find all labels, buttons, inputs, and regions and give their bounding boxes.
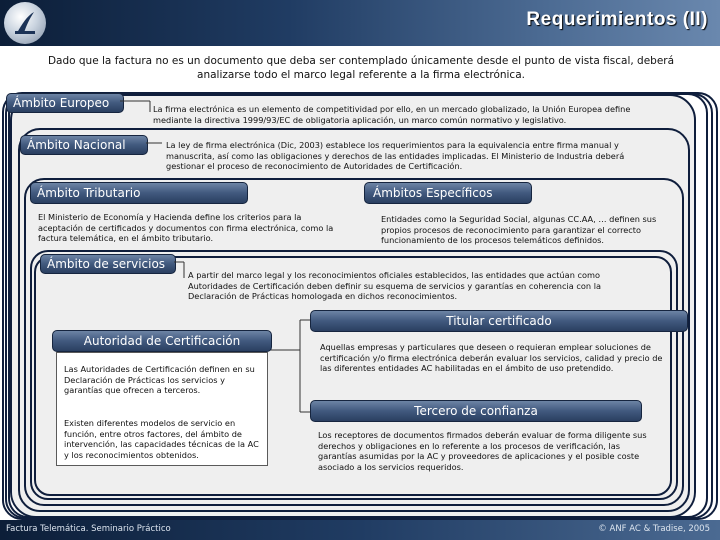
- ambito-europeo-desc: La firma electrónica es un elemento de competitividad por ello, en un mercado globalizado, la Unión Europea define mediante la directiva 1999/93/EC de obligatoria aplicación, un marco común normativo y legislativo.: [153, 104, 631, 125]
- autoridad-certificacion-desc-1: Las Autoridades de Certificación definen en su Declaración de Prácticas los servicios y garantías que ofrecen a terceros.: [64, 364, 255, 395]
- ambito-tributario-desc: El Ministerio de Economía y Hacienda define los criterios para la aceptación de certificados y documentos con firma electrónica, como la factura telemática, en el ámbito tributario.: [38, 212, 334, 243]
- intro-text: Dado que la factura no es un documento que deba ser contemplado únicamente desde el punto de vista fiscal, deberá analizarse todo el marco legal referente a la firma electrónica.: [47, 55, 675, 81]
- ambitos-especificos-text: Ámbitos Específicos: [373, 186, 493, 200]
- ambito-europeo-text: Ámbito Europeo: [13, 96, 110, 110]
- titular-certificado-label: [310, 310, 688, 332]
- page-title: Requerimientos (II): [526, 9, 708, 30]
- footer-bar: [0, 520, 720, 540]
- titular-certificado-text: Titular certificado: [446, 314, 552, 328]
- ambito-nacional-desc: La ley de firma electrónica (Dic, 2003) establece los requerimientos para la equivalencia entre firma manual y manuscrita, así como las obligaciones y derechos de las entidades implicadas. El Ministerio de Industria deberá gestionar el proceso de reconocimiento de Autoridades de Certificación.: [166, 140, 625, 171]
- tercero-confianza-label: [310, 400, 642, 422]
- footer-right-text: © ANF AC & Tradise, 2005: [598, 524, 710, 534]
- tercero-confianza-desc: Los receptores de documentos firmados deberán evaluar de forma diligente sus derechos y obligaciones en lo referente a los procesos de verificación, las garantías asumidas por la AC y proveedores de aplicaciones y el posible coste asociado a los servicios requeridos.: [318, 430, 647, 472]
- autoridad-certificacion-desc-2: Existen diferentes modelos de servicio en función, entre otros factores, del ámbito de intervención, las capacidades técnicas de la AC y los reconocimientos obtenidos.: [64, 418, 259, 460]
- ambito-servicios-desc: A partir del marco legal y los reconocimientos oficiales establecidos, las entidades que actúan como Autoridades de Certificación deben definir su esquema de servicios y garantías en coherencia con la Declaración de Prácticas homologada en dichos reconocimientos.: [188, 270, 601, 301]
- ambitos-especificos-desc: Entidades como la Seguridad Social, algunas CC.AA, … definen sus propios procesos de reconocimiento para garantizar el correcto funcionamiento de los procesos telemáticos definidos.: [381, 214, 657, 245]
- autoridad-certificacion-text: Autoridad de Certificación: [83, 334, 241, 348]
- tercero-confianza-text: Tercero de confianza: [414, 404, 538, 418]
- titular-certificado-desc: Aquellas empresas y particulares que deseen o requieran emplear soluciones de certificación y/o firma electrónica deberán evaluar los servicios, calidad y precio de las diferentes entidades AC habilitadas en el ámbito de uso pretendido.: [320, 342, 663, 373]
- ambito-tributario-text: Ámbito Tributario: [37, 186, 141, 200]
- autoridad-certificacion-label: [52, 330, 272, 352]
- ambito-nacional-text: Ámbito Nacional: [27, 138, 126, 152]
- ambito-servicios-text: Ámbito de servicios: [47, 257, 166, 271]
- footer-left-text: Factura Telemática. Seminario Práctico: [6, 524, 171, 534]
